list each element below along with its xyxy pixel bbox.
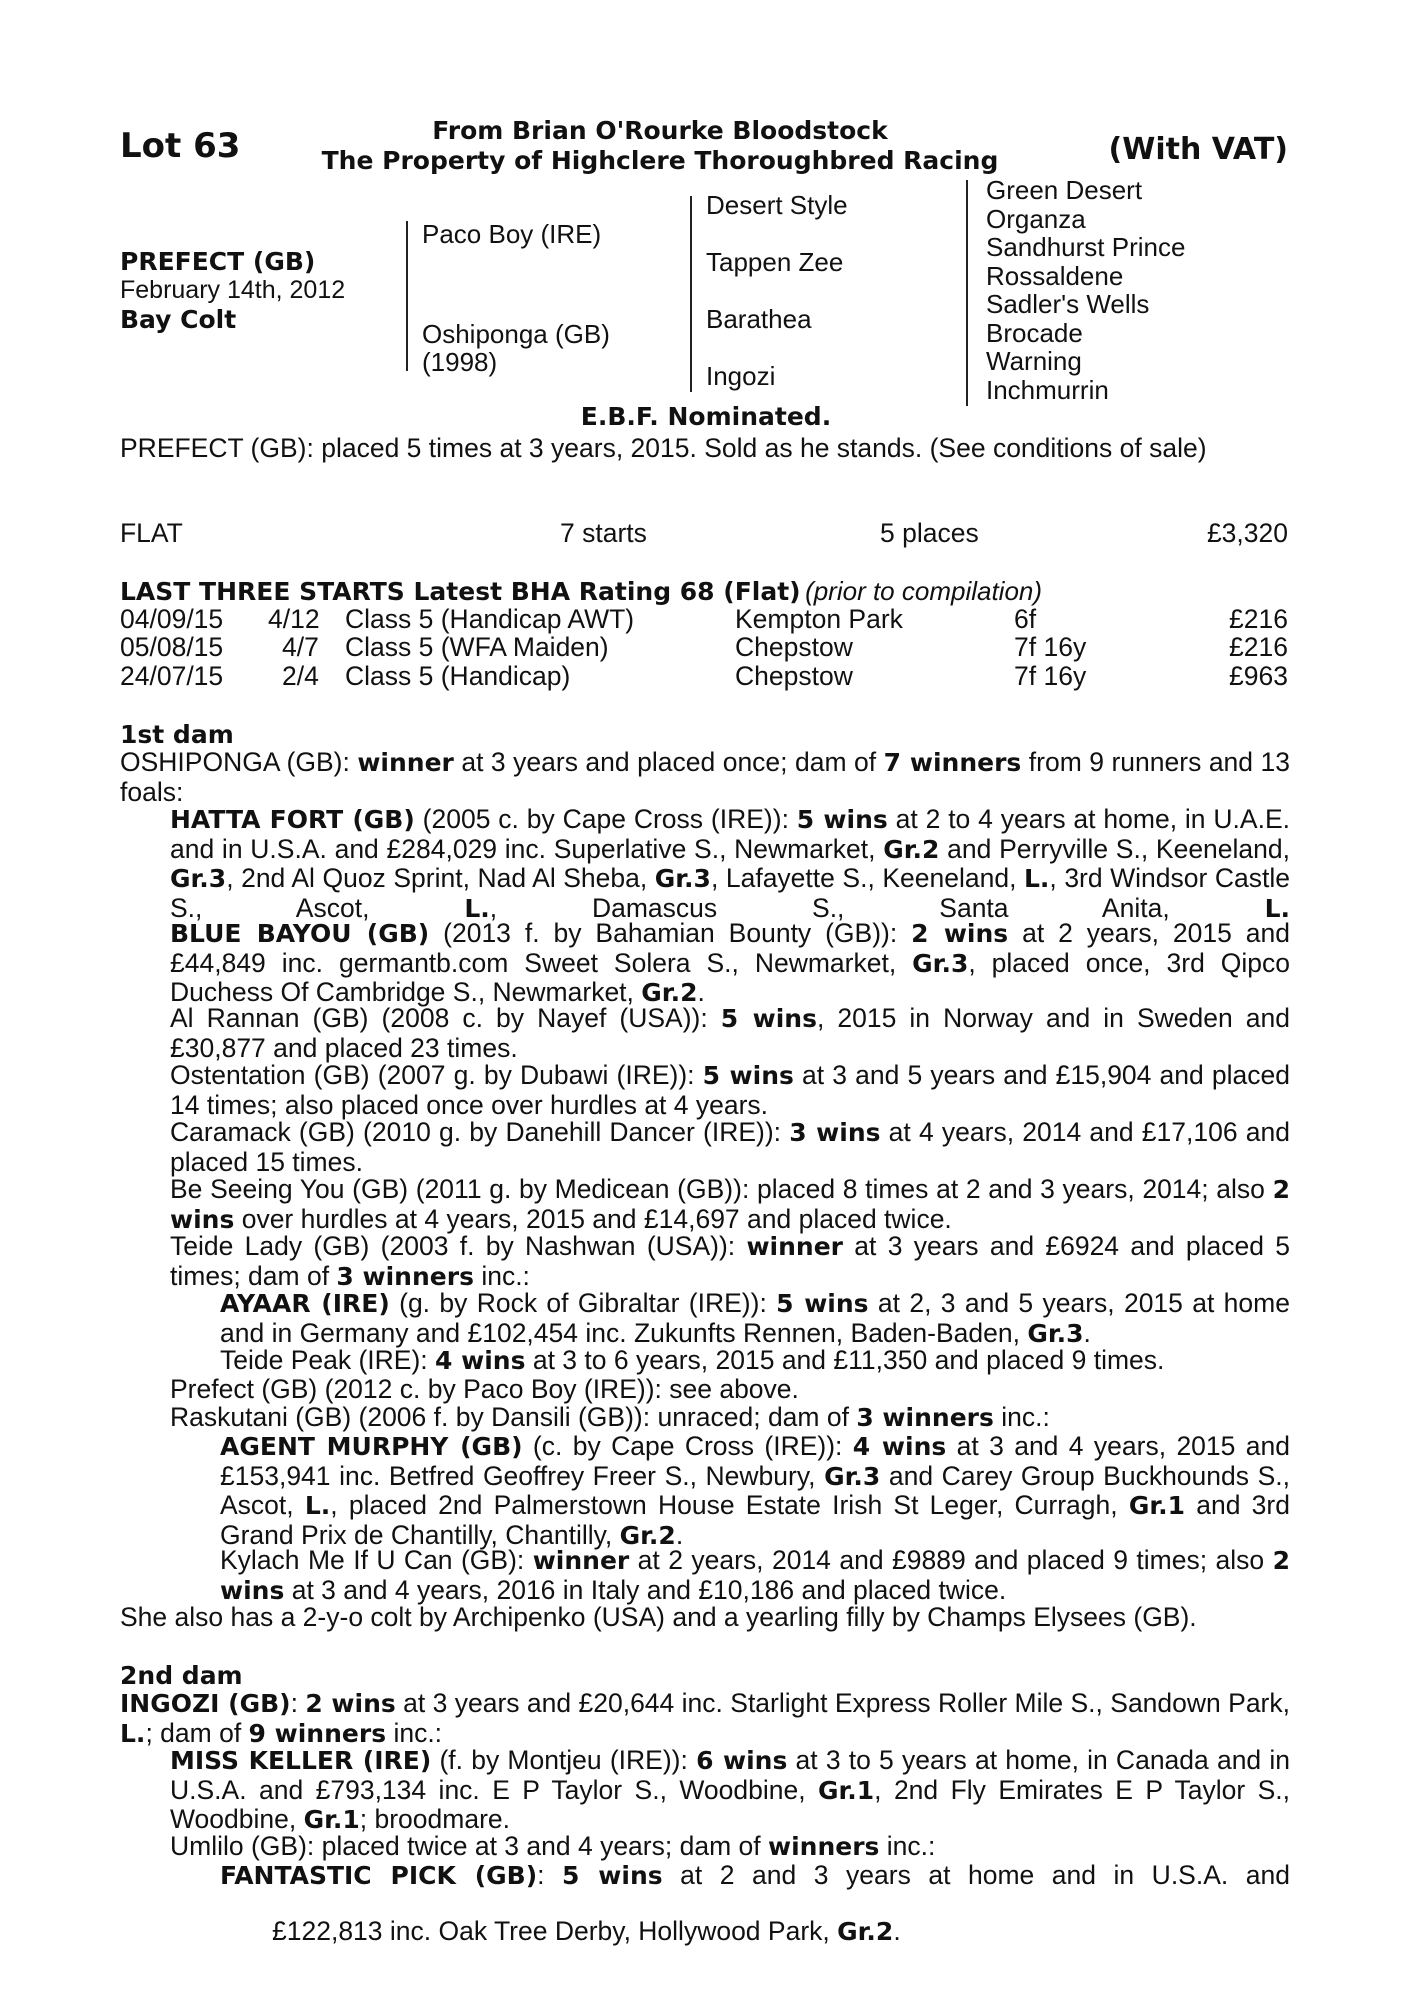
text-run: Gr.2: [641, 978, 698, 1007]
second-dam-summary: [120, 1689, 1290, 1748]
horse-details: [120, 247, 345, 334]
text-run: inc.:: [879, 1831, 936, 1861]
text-run: , 2015 in Norway and in Sweden and £30,877 and placed 23 times.: [170, 1003, 1291, 1063]
pedigree-gen4-item: Brocade: [986, 317, 1083, 348]
pedigree-gen4-item: Green Desert: [986, 175, 1143, 205]
text-run: Raskutani (GB) (2006 f. by Dansili (GB)): unraced; dam of: [170, 1402, 857, 1432]
text-run: 5 wins: [562, 1861, 663, 1890]
text-run: Gr.1: [1128, 1491, 1186, 1520]
produce-entry: [170, 805, 1290, 923]
property-line: The Property of Highclere Thoroughbred Racing: [321, 146, 999, 175]
produce-entry: [170, 1746, 1290, 1835]
pedigree-dam: Oshiponga (GB): [422, 319, 610, 349]
start-date: 04/09/15: [120, 604, 224, 634]
colour-sex: Bay Colt: [120, 305, 237, 334]
text-run: MISS KELLER (IRE): [170, 1746, 432, 1775]
pedigree-gen3-item: Tappen Zee: [706, 247, 844, 277]
text-run: inc.:: [386, 1717, 443, 1748]
text-run: Teide Lady (GB) (2003 f. by Nashwan (USA)):: [170, 1231, 747, 1261]
record-earnings: £3,320: [1206, 518, 1288, 548]
text-run: at 2 and 3 years at home and in U.S.A. and: [662, 1860, 1290, 1890]
text-run: ; dam of: [145, 1717, 249, 1748]
start-race: Class 5 (Handicap): [345, 661, 571, 691]
start-race: Class 5 (WFA Maiden): [345, 632, 609, 662]
text-run: at 3 to 6 years, 2015 and £11,350 and placed 9 times.: [525, 1345, 1165, 1375]
vendor-line: From Brian O'Rourke Bloodstock: [432, 116, 888, 145]
text-run: INGOZI (GB): [120, 1689, 291, 1718]
start-course: Chepstow: [735, 632, 853, 662]
text-run: Teide Peak (IRE):: [220, 1345, 436, 1375]
text-run: 9 winners: [248, 1718, 387, 1748]
text-run: 2 wins: [911, 919, 1009, 948]
text-run: HATTA FORT (GB): [170, 805, 415, 834]
text-run: Gr.1: [817, 1775, 875, 1805]
produce-entry: [220, 1546, 1290, 1605]
text-run: at 3 years and placed once; dam of: [453, 747, 884, 777]
pedigree-gen3-item: Desert Style: [706, 190, 848, 220]
start-course: Kempton Park: [735, 604, 903, 634]
produce-entry: [170, 1118, 1290, 1176]
text-run: Gr.2: [619, 1520, 676, 1550]
text-run: 2 wins: [170, 1175, 1290, 1234]
pedigree-gen4-item: Rossaldene: [986, 260, 1124, 291]
vat-note: (With VAT): [1108, 132, 1288, 167]
text-run: at 3 years and £6924 and placed 5 times; dam of: [170, 1231, 1290, 1291]
start-date: 05/08/15: [120, 632, 224, 662]
text-run: at 3 and 4 years, 2016 in Italy and £10,186 and placed twice.: [284, 1574, 1007, 1605]
text-run: 4 wins: [435, 1346, 526, 1375]
text-run: at 2 to 4 years at home, in U.A.E. and in U.S.A. and £284,029 inc. Superlative S., Newmarket,: [170, 804, 1290, 864]
text-run: and Carey Group Buckhounds S., Ascot,: [220, 1460, 1290, 1520]
produce-entry: [170, 1832, 935, 1862]
text-run: 3 wins: [789, 1118, 881, 1147]
text-run: Gr.2: [883, 834, 940, 864]
text-run: , placed 2nd Palmerstown House Estate Irish St Leger, Curragh,: [330, 1490, 1129, 1520]
last-starts-note: (prior to compilation): [805, 576, 1043, 606]
text-run: L.: [464, 893, 490, 923]
produce-entry: [170, 1403, 1050, 1433]
produce-entry: [220, 1289, 1290, 1348]
text-run: Ostentation (GB) (2007 g. by Dubawi (IRE)):: [170, 1060, 703, 1090]
produce-entry-continued: [272, 1917, 901, 1947]
first-dam-summary: [120, 748, 1290, 806]
start-date: 24/07/15: [120, 661, 224, 691]
pedigree-divider: [406, 221, 408, 371]
text-run: at 3 and 4 years, 2015 and £153,941 inc. Betfred Geoffrey Freer S., Newbury,: [220, 1431, 1290, 1491]
produce-entry: [170, 919, 1290, 1008]
horse-name: PREFECT (GB): [120, 247, 316, 276]
text-run: Umlilo (GB): placed twice at 3 and 4 years; dam of: [170, 1831, 768, 1861]
pedigree-sire: Paco Boy (IRE): [422, 219, 602, 249]
text-run: (c. by Cape Cross (IRE)):: [522, 1431, 853, 1461]
text-run: 4 wins: [852, 1432, 947, 1461]
text-run: ; broodmare.: [359, 1804, 511, 1834]
text-run: at 3 and 5 years and £15,904 and placed 14 times; also placed once over hurdles at 4 years.: [170, 1060, 1290, 1120]
text-run: .: [697, 977, 705, 1007]
text-run: L.: [1023, 864, 1050, 893]
produce-entry: [170, 1175, 1290, 1234]
text-run: 6 wins: [696, 1746, 788, 1775]
pedigree-gen4-item: Organza: [986, 203, 1086, 234]
text-run: 2 wins: [305, 1689, 396, 1718]
text-run: , Damascus S., Santa Anita,: [489, 892, 1265, 923]
text-run: at 3 to 5 years at home, in Canada and in U.S.A. and £793,134 inc. E P Taylor S., Woodbine,: [170, 1745, 1290, 1805]
text-run: , Lafayette S., Keeneland,: [710, 863, 1024, 893]
text-run: L.: [120, 1718, 146, 1748]
pedigree-gen4-item: Sadler's Wells: [986, 289, 1150, 319]
text-run: :: [290, 1688, 306, 1718]
text-run: inc.:: [473, 1260, 530, 1291]
text-run: AGENT MURPHY (GB): [220, 1432, 523, 1461]
text-run: 5 wins: [720, 1004, 817, 1033]
start-distance: 7f 16y: [1014, 632, 1087, 662]
pedigree-divider: [966, 180, 968, 406]
text-run: .: [675, 1519, 684, 1550]
text-run: (2013 f. by Bahamian Bounty (GB)):: [429, 918, 912, 948]
text-run: .: [893, 1916, 901, 1946]
pedigree-gen3-item: Barathea: [706, 304, 812, 334]
text-run: AYAAR (IRE): [220, 1289, 390, 1318]
text-run: at 4 years, 2014 and £17,106 and placed 15 times.: [170, 1117, 1290, 1177]
text-run: and Perryville S., Keeneland,: [939, 833, 1290, 864]
text-run: L.: [1264, 893, 1290, 923]
text-run: , placed once, 3rd Qipco Duchess Of Cambridge S., Newmarket,: [170, 947, 1290, 1007]
text-run: at 2, 3 and 5 years, 2015 at home and in Germany and £102,454 inc. Zukunfts Rennen, Baden-Baden,: [220, 1288, 1290, 1348]
first-dam-note: She also has a 2-y-o colt by Archipenko (USA) and a yearling filly by Champs Elysees (GB).: [120, 1602, 1197, 1632]
start-position: 2/4: [282, 661, 319, 691]
produce-entry: [170, 1061, 1290, 1119]
record-starts: 7 starts: [560, 518, 647, 548]
text-run: 3 winners: [856, 1403, 994, 1432]
text-run: , 3rd Windsor Castle S., Ascot,: [170, 863, 1290, 923]
text-run: £122,813 inc. Oak Tree Derby, Hollywood Park,: [272, 1916, 838, 1946]
start-race: Class 5 (Handicap AWT): [345, 604, 635, 634]
pedigree-gen4-item: Inchmurrin: [986, 374, 1109, 405]
text-run: Gr.3: [824, 1461, 881, 1491]
start-distance: 7f 16y: [1014, 661, 1087, 691]
pedigree-gen4-list: [986, 176, 1185, 404]
last-starts-heading-row: [120, 576, 1042, 607]
produce-entry: [220, 1346, 1164, 1376]
record-type: FLAT: [120, 518, 183, 548]
text-run: at 2 years, 2015 and £44,849 inc. germantb.com Sweet Solera S., Newmarket,: [170, 918, 1290, 978]
text-run: Gr.3: [1027, 1318, 1084, 1348]
pedigree-gen4-item: Sandhurst Prince: [986, 232, 1186, 262]
text-run: at 3 years and £20,644 inc. Starlight Express Roller Mile S., Sandown Park,: [395, 1688, 1290, 1718]
text-run: Caramack (GB) (2010 g. by Danehill Dancer (IRE)):: [170, 1117, 790, 1147]
produce-entry: [220, 1432, 1290, 1550]
text-run: OSHIPONGA (GB):: [120, 747, 358, 777]
text-run: winner: [746, 1232, 843, 1261]
text-run: winner: [532, 1546, 630, 1575]
produce-entry: Prefect (GB) (2012 c. by Paco Boy (IRE)): see above.: [170, 1374, 799, 1404]
text-run: Gr.3: [654, 864, 711, 893]
start-position: 4/7: [282, 632, 319, 662]
pedigree-gen4-item: Warning: [986, 346, 1082, 376]
start-position: 4/12: [268, 604, 320, 634]
text-run: FANTASTIC PICK (GB): [220, 1861, 538, 1890]
first-dam-heading: 1st dam: [120, 720, 234, 749]
text-run: L.: [304, 1491, 331, 1520]
text-run: (g. by Rock of Gibraltar (IRE)):: [389, 1288, 777, 1318]
produce-entry: [170, 1004, 1290, 1062]
pedigree-divider: [690, 196, 692, 392]
text-run: winners: [767, 1832, 880, 1861]
text-run: Gr.1: [303, 1805, 360, 1834]
text-run: :: [537, 1860, 563, 1890]
text-run: BLUE BAYOU (GB): [170, 919, 430, 948]
text-run: Al Rannan (GB) (2008 c. by Nayef (USA)):: [170, 1003, 721, 1033]
text-run: 5 wins: [702, 1061, 794, 1090]
text-run: at 2 years, 2014 and £9889 and placed 9 times; also: [629, 1545, 1273, 1575]
text-run: Gr.2: [837, 1917, 894, 1946]
start-prize: £216: [1229, 604, 1288, 634]
text-run: 5 wins: [796, 805, 888, 834]
pedigree-dam-year: (1998): [422, 347, 498, 377]
produce-entry: [220, 1861, 1290, 1891]
text-run: from 9 runners and 13 foals:: [120, 747, 1290, 807]
text-run: .: [1083, 1317, 1091, 1348]
text-run: (f. by Montjeu (IRE)):: [431, 1745, 697, 1775]
horse-summary: PREFECT (GB): placed 5 times at 3 years, 2015. Sold as he stands. (See conditions of sale): [120, 433, 1207, 463]
text-run: Kylach Me If U Can (GB):: [220, 1545, 533, 1575]
text-run: Be Seeing You (GB) (2011 g. by Medicean (GB)): placed 8 times at 2 and 3 years, 2014; also: [170, 1174, 1273, 1204]
ebf-nomination: E.B.F. Nominated.: [580, 402, 832, 431]
text-run: inc.:: [993, 1402, 1050, 1432]
text-run: , 2nd Al Quoz Sprint, Nad Al Sheba,: [226, 863, 655, 893]
second-dam-heading: 2nd dam: [120, 1661, 243, 1690]
start-distance: 6f: [1014, 604, 1037, 634]
text-run: (2005 c. by Cape Cross (IRE)):: [414, 804, 797, 834]
foaling-date: February 14th, 2012: [120, 276, 346, 304]
text-run: winner: [357, 748, 454, 777]
record-places: 5 places: [880, 518, 979, 548]
text-run: 5 wins: [776, 1289, 869, 1318]
start-prize: £963: [1229, 661, 1288, 691]
text-run: , 2nd Fly Emirates E P Taylor S., Woodbine,: [170, 1774, 1290, 1834]
lot-number: Lot 63: [120, 126, 241, 166]
text-run: Gr.3: [912, 948, 969, 978]
text-run: over hurdles at 4 years, 2015 and £14,697 and placed twice.: [234, 1203, 952, 1234]
start-course: Chepstow: [735, 661, 853, 691]
start-prize: £216: [1229, 632, 1288, 662]
pedigree-gen3-item: Ingozi: [706, 361, 776, 391]
text-run: Gr.3: [170, 864, 227, 893]
text-run: and 3rd Grand Prix de Chantilly, Chantilly,: [220, 1490, 1290, 1550]
text-run: 7 winners: [883, 748, 1022, 777]
text-run: 3 winners: [336, 1261, 474, 1291]
produce-entry: [170, 1232, 1290, 1291]
text-run: 2 wins: [220, 1546, 1290, 1605]
last-starts-heading: LAST THREE STARTS Latest BHA Rating 68 (Flat): [120, 577, 801, 606]
